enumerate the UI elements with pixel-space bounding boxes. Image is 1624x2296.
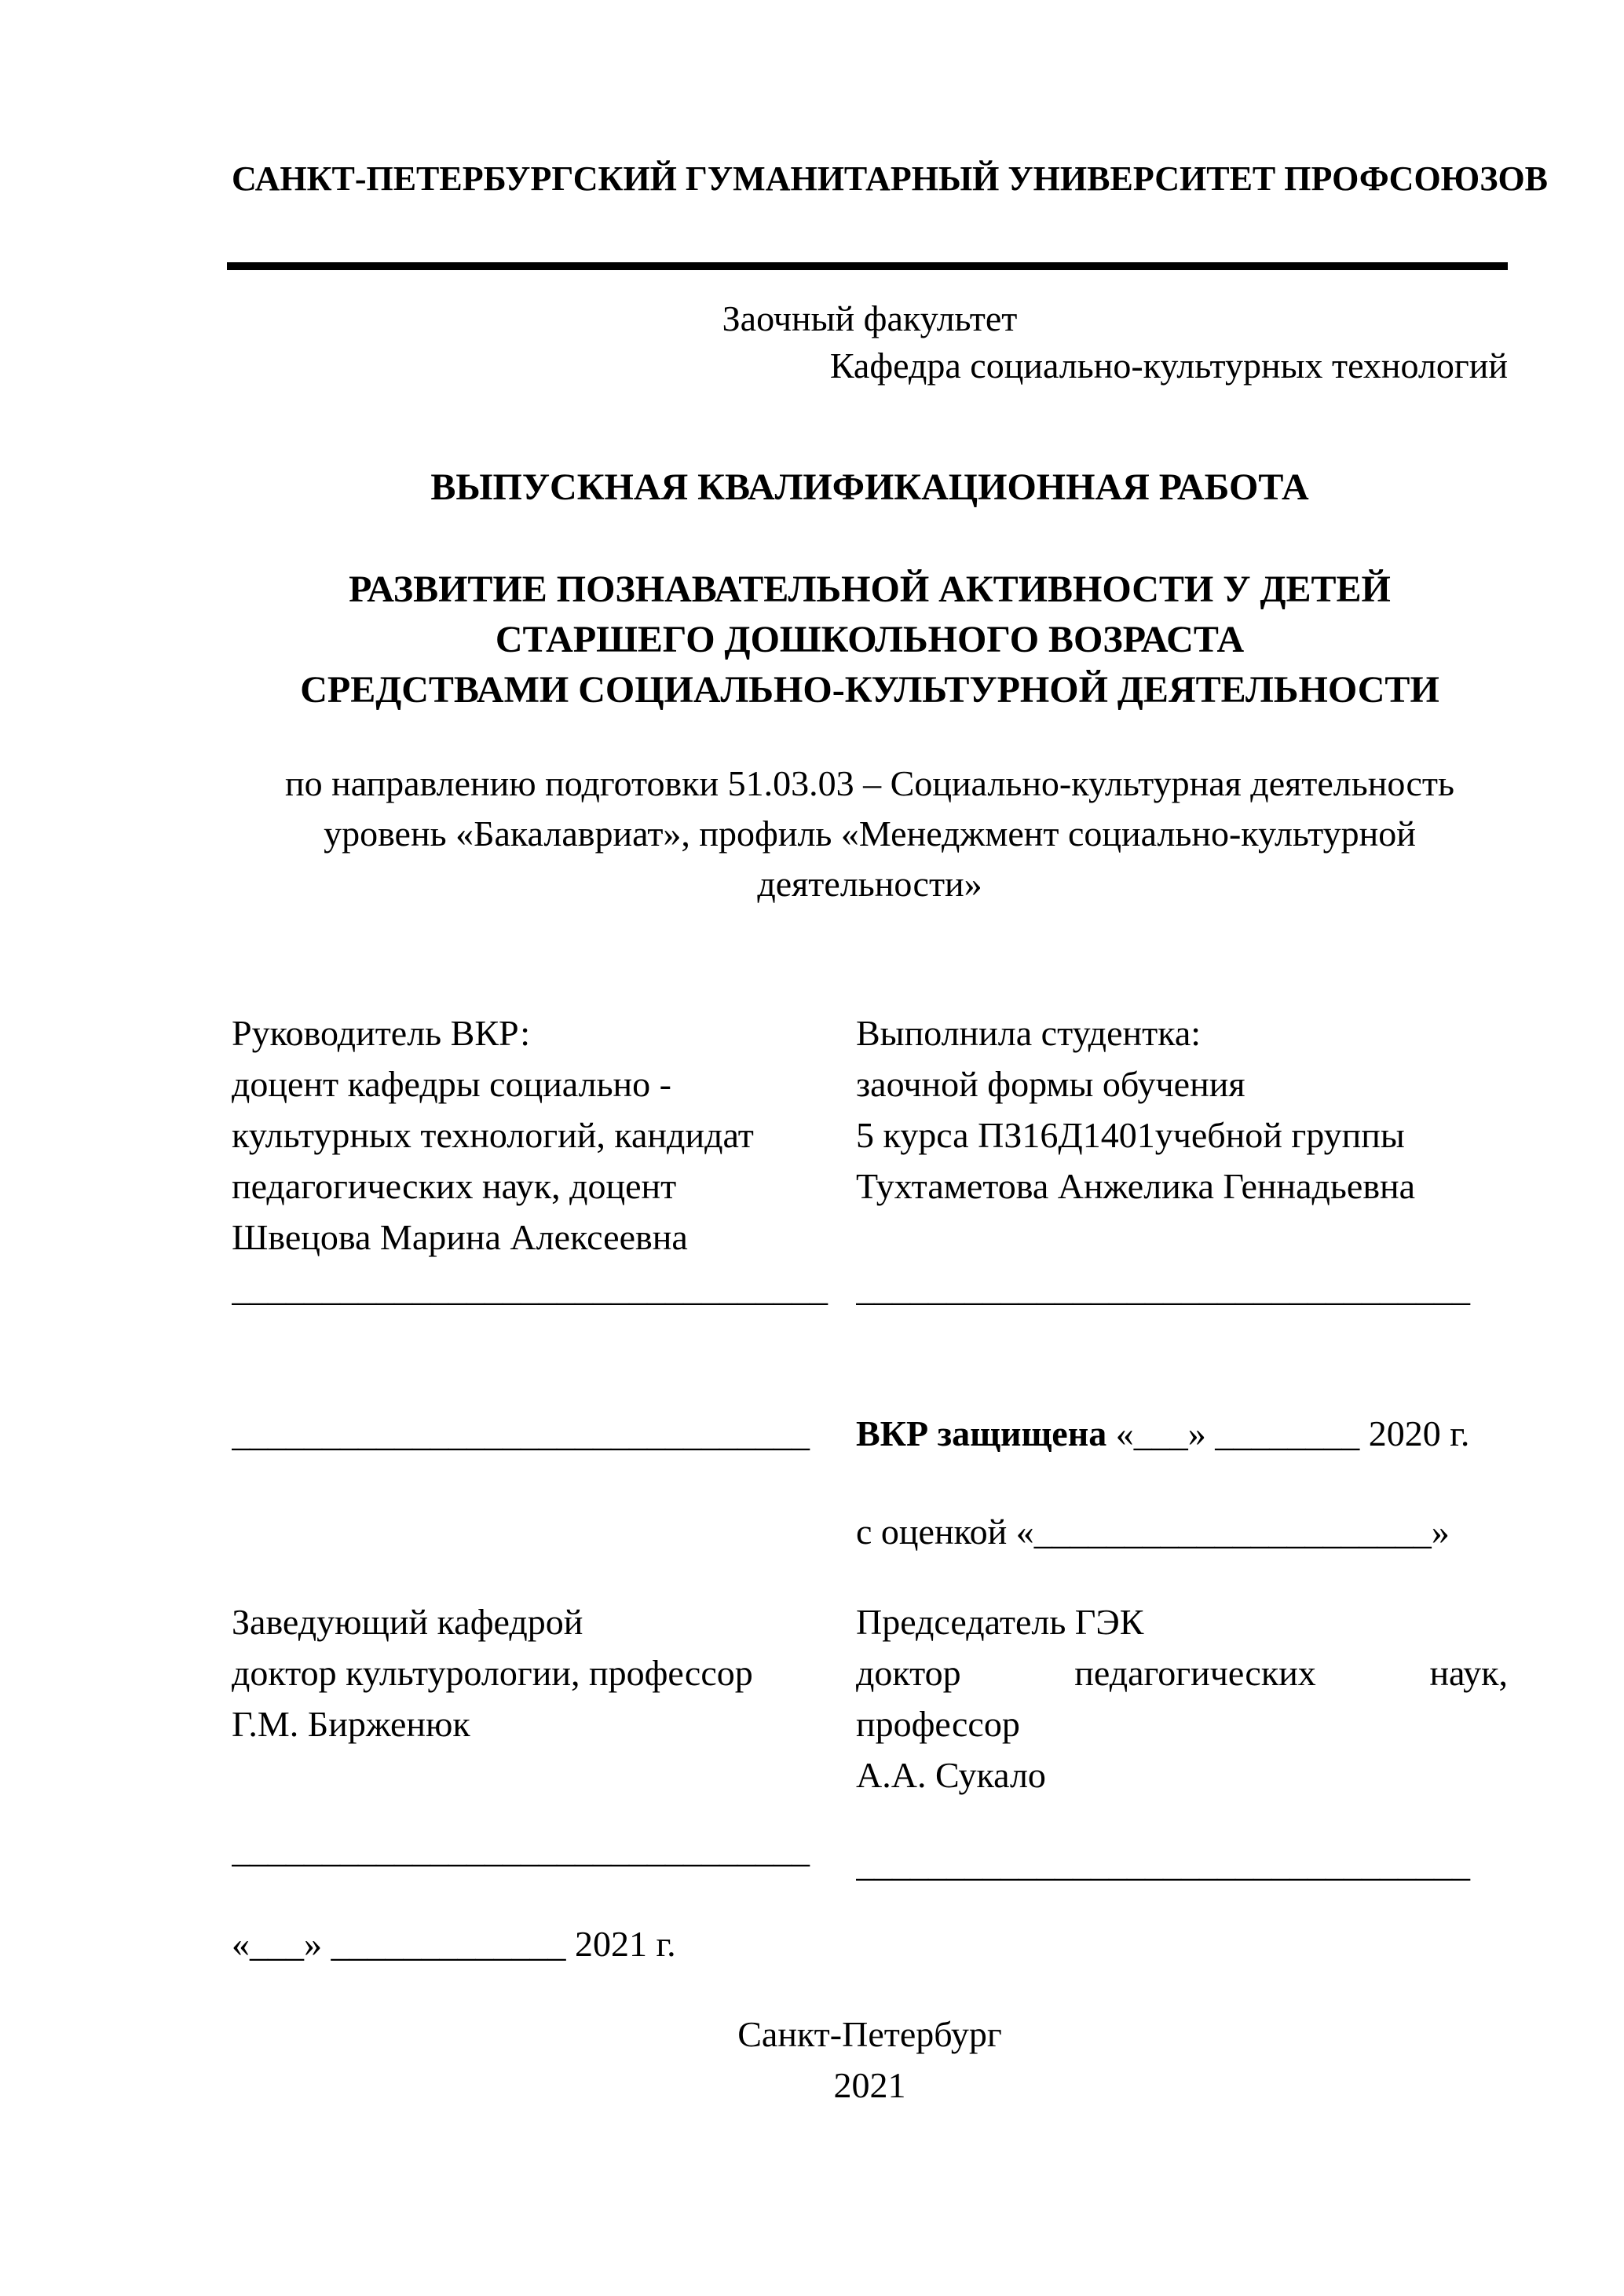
department-head-line-1: Заведующий кафедрой — [232, 1602, 583, 1642]
student-line-1: заочной формы обучения — [856, 1064, 1245, 1104]
program-line-3: деятельности» — [757, 864, 982, 904]
university-name: САНКТ-ПЕТЕРБУРГСКИЙ ГУМАНИТАРНЫЙ УНИВЕРСИТЕТ ПРОФСОЮЗОВ — [232, 159, 1549, 198]
thesis-title-line-2: СТАРШЕГО ДОШКОЛЬНОГО ВОЗРАСТА — [495, 619, 1245, 660]
grade-row — [232, 1506, 1508, 1557]
student-label: Выполнила студентка: — [856, 1013, 1202, 1053]
supervisor-line-1: доцент кафедры социально - — [232, 1064, 671, 1104]
supervisor-student-block — [232, 1007, 1508, 1263]
defense-row — [232, 1408, 1508, 1459]
gek-chairman-block — [856, 1596, 1508, 1801]
supervisor-signature-line: _________________________________ — [232, 1268, 828, 1308]
grade-row-spacer — [232, 1506, 856, 1557]
supervisor-line-2: культурных технологий, кандидат — [232, 1115, 754, 1155]
faculty-name: Заочный факультет — [722, 298, 1018, 338]
thesis-title-line-3: СРЕДСТВАМИ СОЦИАЛЬНО-КУЛЬТУРНОЙ ДЕЯТЕЛЬНОСТИ — [300, 669, 1439, 711]
supervisor-label: Руководитель ВКР: — [232, 1013, 531, 1053]
officials-block — [232, 1596, 1508, 1801]
thesis-title — [232, 565, 1508, 715]
student-line-2: 5 курса ПЗ16Д1401учебной группы — [856, 1115, 1405, 1155]
signature-row-1 — [232, 1263, 1508, 1314]
grade-line: с оценкой «______________________» — [856, 1512, 1450, 1552]
year: 2021 — [833, 2065, 906, 2105]
defense-date-blanks: «___» ________ 2020 г. — [1106, 1413, 1470, 1453]
header-rule — [227, 262, 1508, 270]
signature-row-2 — [232, 1824, 1508, 1884]
student-line-3: Тухтаметова Анжелика Геннадьевна — [856, 1166, 1416, 1206]
gek-chairman-line-2: доктор педагогических наук, — [856, 1653, 1508, 1693]
program-line-1: по направлению подготовки 51.03.03 – Социально-культурная деятельность — [284, 763, 1454, 803]
gek-chairman-line-1: Председатель ГЭК — [856, 1602, 1144, 1642]
department-head-line-3: Г.М. Бирженюк — [232, 1704, 470, 1744]
student-block — [856, 1007, 1508, 1263]
supervisor-block — [232, 1007, 856, 1263]
gek-chairman-line-4: А.А. Сукало — [856, 1755, 1046, 1795]
student-signature-line: __________________________________ — [856, 1268, 1470, 1308]
gek-chairman-line-3: профессор — [856, 1704, 1020, 1744]
thesis-title-line-1: РАЗВИТИЕ ПОЗНАВАТЕЛЬНОЙ АКТИВНОСТИ У ДЕТЕЙ — [349, 569, 1391, 610]
gek-chairman-signature-line: __________________________________ — [856, 1844, 1470, 1884]
city-name: Санкт-Петербург — [737, 2014, 1002, 2054]
program-info — [232, 759, 1508, 909]
defense-blank-line: ________________________________ — [232, 1413, 810, 1453]
defense-date-line — [856, 1408, 1508, 1459]
department-head-block — [232, 1596, 856, 1801]
supervisor-line-4: Швецова Марина Алексеевна — [232, 1217, 688, 1257]
defense-label: ВКР защищена — [856, 1413, 1107, 1453]
supervisor-line-3: педагогических наук, доцент — [232, 1166, 677, 1206]
program-line-2: уровень «Бакалавриат», профиль «Менеджмент социально-культурной — [324, 813, 1416, 854]
work-type-heading: ВЫПУСКНАЯ КВАЛИФИКАЦИОННАЯ РАБОТА — [430, 466, 1309, 508]
department-head-line-2: доктор культурологии, профессор — [232, 1653, 753, 1693]
department-name: Кафедра социально-культурных технологий — [829, 345, 1508, 386]
head-date-line: «___» _____________ 2021 г. — [232, 1924, 676, 1964]
department-head-signature-line: ________________________________ — [232, 1830, 810, 1870]
